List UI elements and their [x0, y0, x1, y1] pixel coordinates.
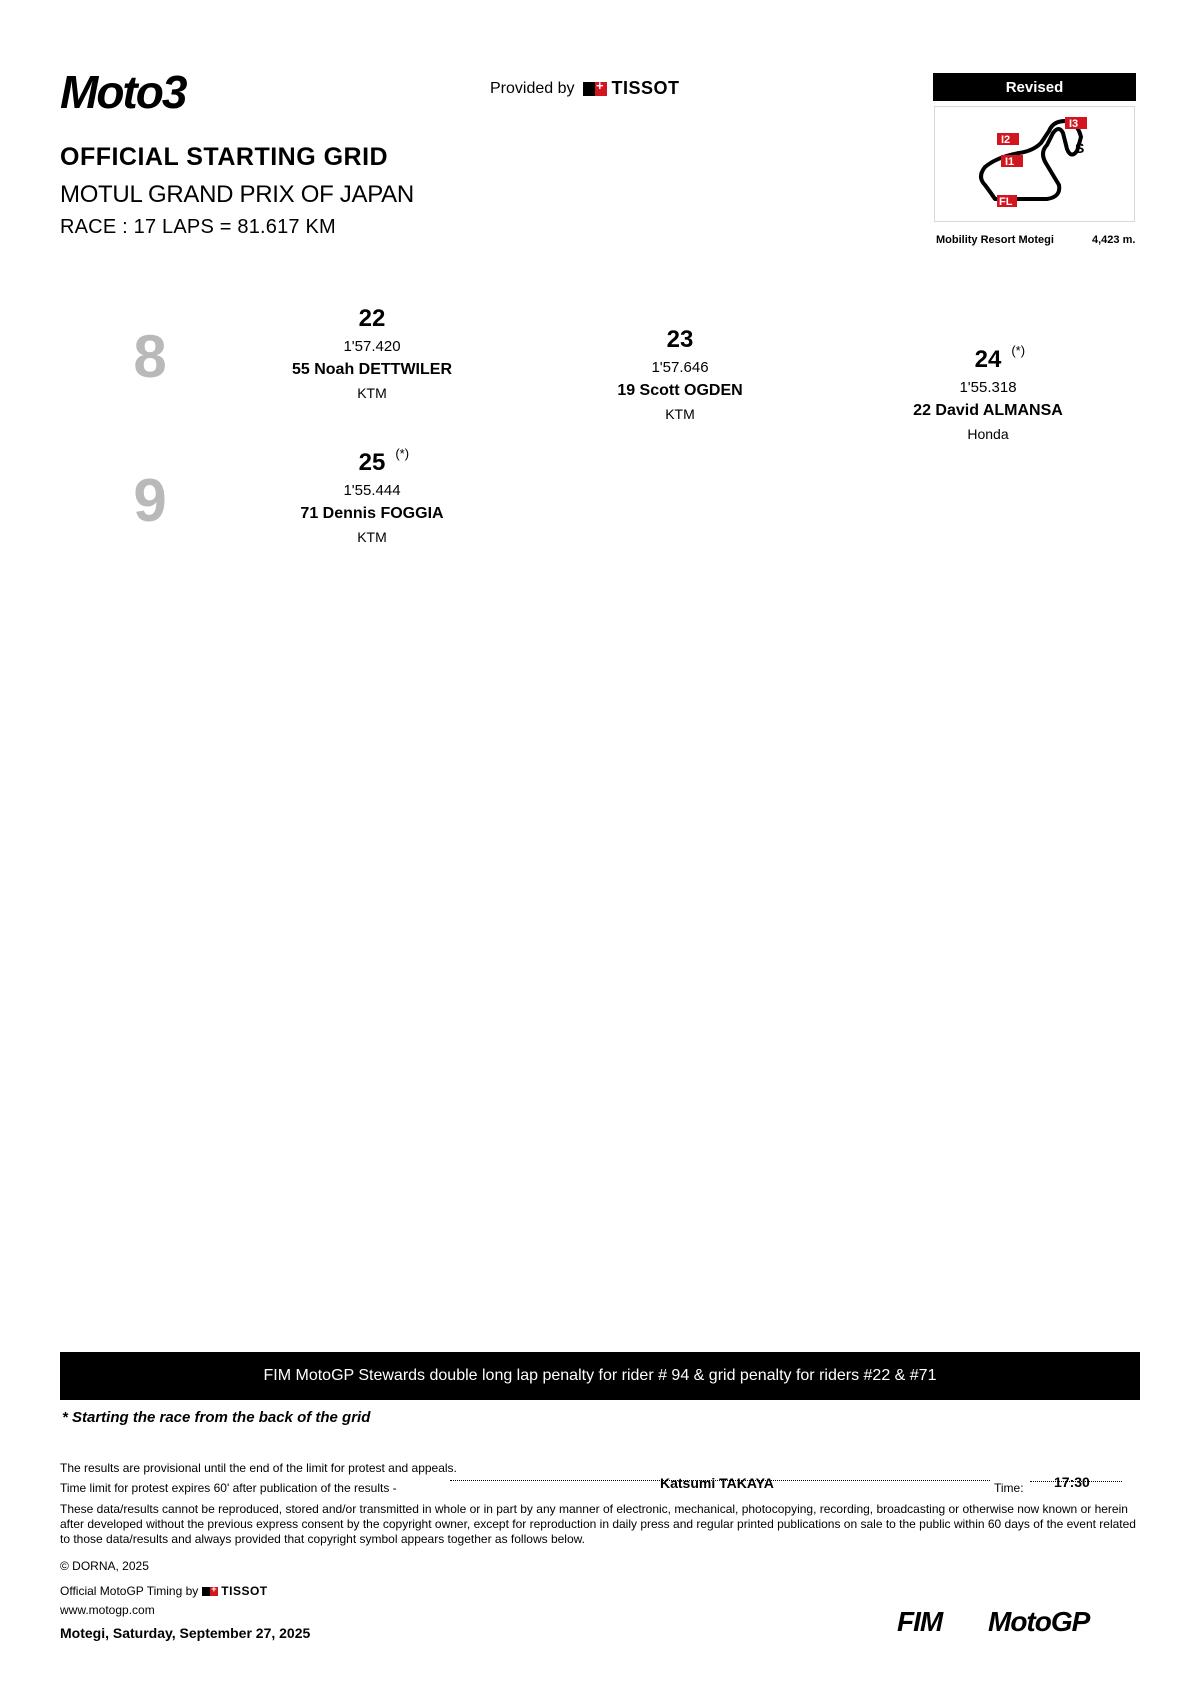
team-name: Honda	[967, 426, 1009, 442]
track-map	[934, 106, 1135, 222]
protest-limit-note: Time limit for protest expires 60' after publication of the results -	[60, 1481, 397, 1495]
tissot-logo	[202, 1584, 267, 1598]
rider-name: 71 Dennis FOGGIA	[300, 505, 444, 522]
svg-text:Moto3: Moto3	[60, 68, 186, 116]
provided-by	[490, 78, 680, 99]
svg-text:S: S	[1075, 140, 1085, 156]
svg-text:I1: I1	[1005, 156, 1015, 168]
place-date: Motegi, Saturday, September 27, 2025	[60, 1625, 311, 1641]
tissot-wordmark: TISSOT	[221, 1584, 268, 1598]
rider-name: 55 Noah DETTWILER	[291, 361, 452, 378]
tissot-cross-icon	[202, 1587, 218, 1596]
page-title: OFFICIAL STARTING GRID	[60, 143, 389, 171]
website: www.motogp.com	[60, 1603, 155, 1617]
team-name: KTM	[665, 406, 695, 422]
copyright: © DORNA, 2025	[60, 1559, 149, 1573]
svg-text:I3: I3	[1069, 118, 1079, 130]
rider-name: 19 Scott OGDEN	[617, 382, 743, 399]
time-label: Time:	[994, 1481, 1024, 1495]
time-value: 17:30	[1054, 1474, 1090, 1490]
tissot-wordmark: TISSOT	[611, 78, 680, 98]
fim-logo: FIM	[897, 1606, 943, 1637]
grid-row-number: 8	[133, 323, 167, 390]
rider-name: 22 David ALMANSA	[913, 402, 1063, 419]
team-name: KTM	[357, 385, 387, 401]
qualifying-time: 1'57.420	[343, 338, 401, 355]
grid-row-number: 9	[133, 467, 167, 534]
grid-position: 25 (*)	[359, 449, 386, 477]
grid-position: 22	[358, 305, 386, 332]
provided-by-label: Provided by	[490, 79, 575, 97]
track-outline-icon	[935, 107, 1134, 221]
revised-badge: Revised	[933, 73, 1136, 101]
back-of-grid-mark: (*)	[395, 446, 410, 461]
qualifying-time: 1'55.444	[343, 482, 401, 499]
grid-slot	[550, 326, 810, 423]
provisional-note: The results are provisional until the end of the limit for protest and appeals.	[60, 1461, 457, 1475]
motogp-logo: MotoGP	[988, 1606, 1090, 1637]
grid-position: 23	[666, 326, 694, 353]
back-of-grid-mark: (*)	[1011, 343, 1026, 358]
timing-by-label: Official MotoGP Timing by	[60, 1584, 199, 1598]
track-name: Mobility Resort Motegi	[936, 234, 1054, 246]
race-info: RACE : 17 LAPS = 81.617 KM	[60, 216, 336, 238]
grid-slot	[242, 305, 502, 402]
event-name: MOTUL GRAND PRIX OF JAPAN	[60, 181, 414, 208]
tissot-cross-icon	[583, 82, 607, 96]
back-of-grid-note: * Starting the race from the back of the grid	[62, 1409, 371, 1426]
svg-text:FL: FL	[999, 196, 1013, 208]
tissot-logo	[583, 78, 680, 99]
grid-slot	[858, 343, 1118, 443]
penalty-banner: FIM MotoGP Stewards double long lap penalty for rider # 94 & grid penalty for riders #22 & #71	[60, 1352, 1140, 1400]
moto3-logo	[60, 68, 290, 116]
copyright-text: These data/results cannot be reproduced, stored and/or transmitted in whole or in part by any manner of electronic, mechanical, photocopying, recording, broadcasting or otherwise now known or herein after developed without the previous express consent by the copyright owner, except for reproduction in daily press and regular printed publications on sale to the public within 60 days of the event related to those data/results and always provided that copyright symbol appears together as follows below.	[60, 1502, 1136, 1546]
svg-text:I2: I2	[1001, 134, 1011, 146]
qualifying-time: 1'55.318	[959, 379, 1017, 396]
timing-by	[60, 1584, 268, 1598]
track-length: 4,423 m.	[1092, 234, 1136, 246]
grid-slot	[242, 446, 502, 546]
team-name: KTM	[357, 529, 387, 545]
grid-position: 24 (*)	[975, 346, 1002, 374]
signatory-name: Katsumi TAKAYA	[660, 1475, 774, 1491]
qualifying-time: 1'57.646	[651, 359, 709, 376]
